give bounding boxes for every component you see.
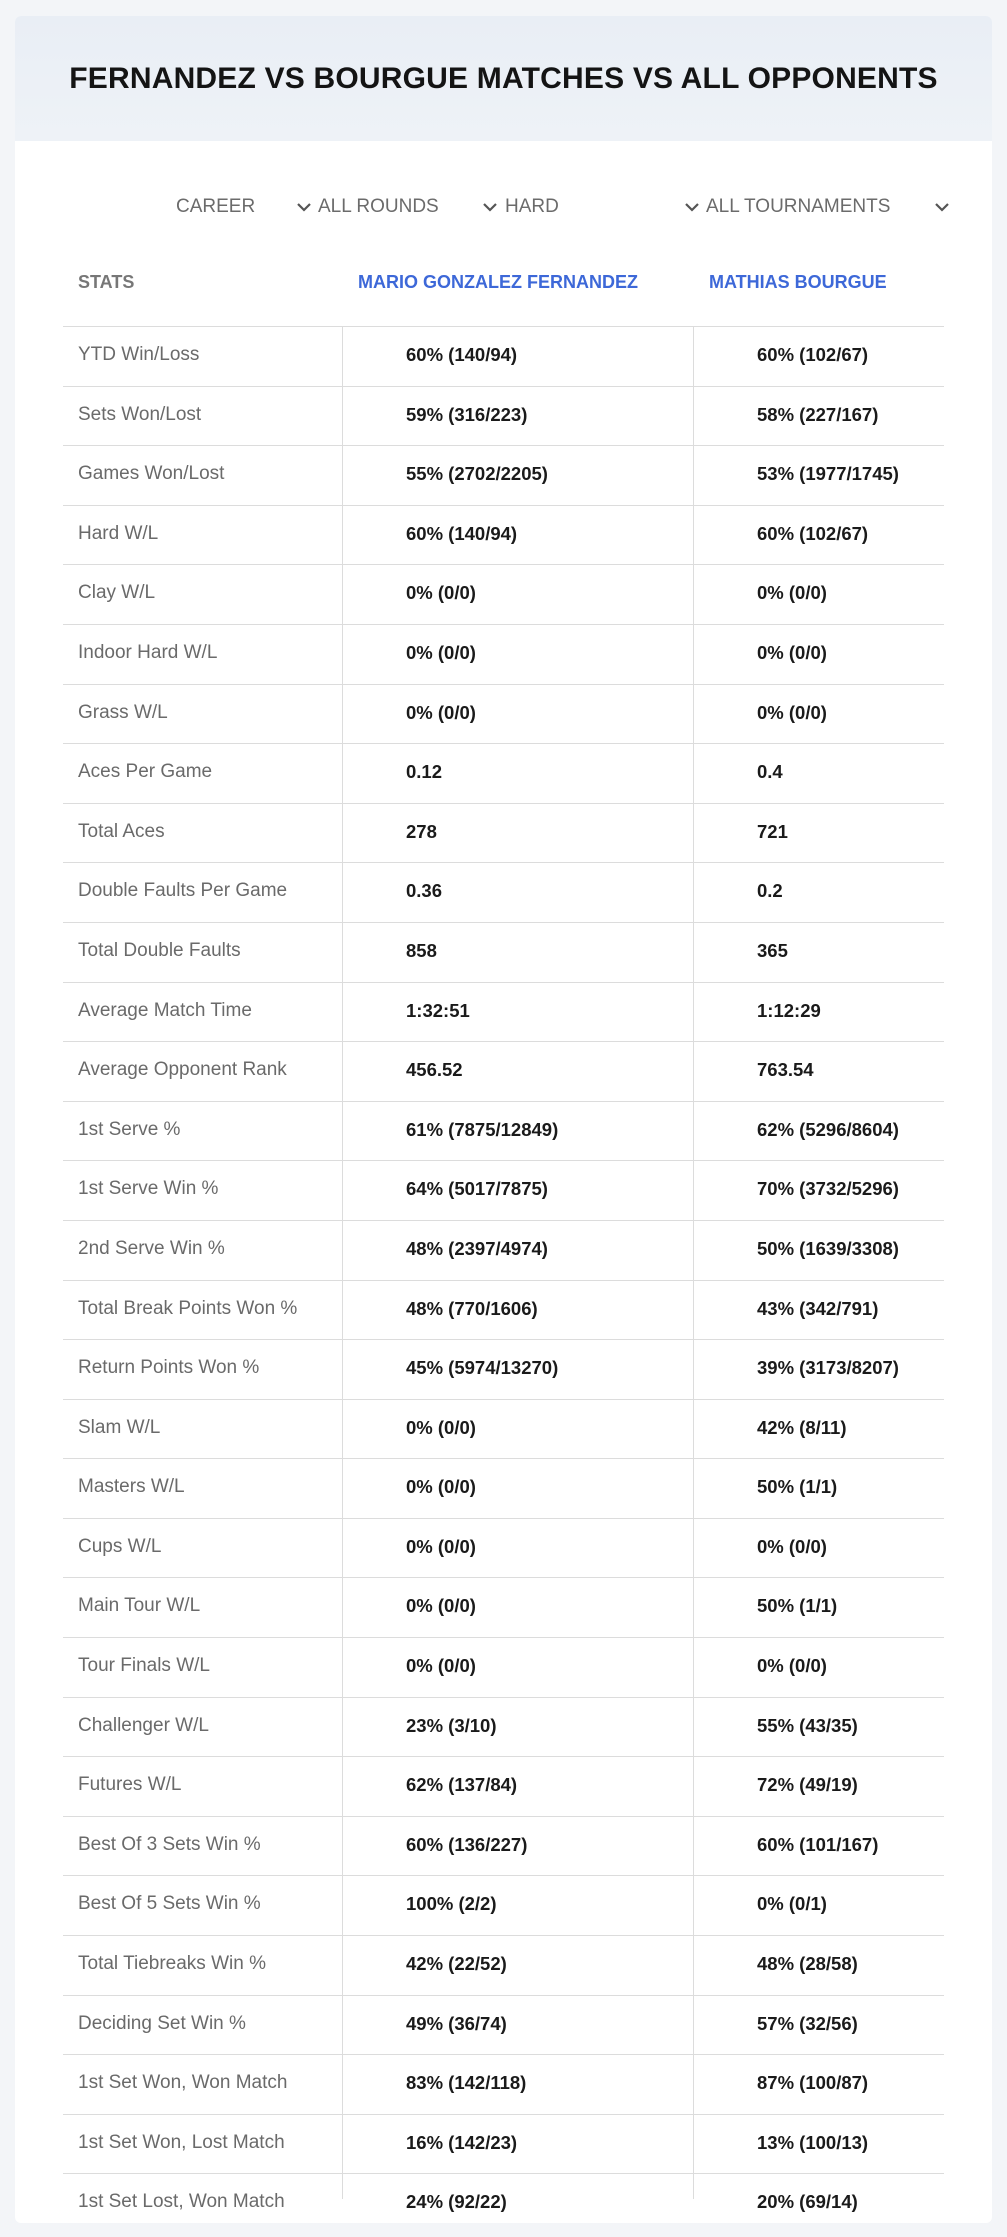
stat-label: Masters W/L <box>78 1476 185 1498</box>
player1-value: 16% (142/23) <box>406 2131 518 2153</box>
table-row <box>63 1698 944 1758</box>
player1-value: 0% (0/0) <box>406 1655 476 1677</box>
player2-column-header[interactable]: MATHIAS BOURGUE <box>709 272 887 292</box>
table-row <box>63 625 944 685</box>
stat-label: Futures W/L <box>78 1774 182 1796</box>
player2-value: 763.54 <box>757 1059 814 1081</box>
player2-value: 39% (3173/8207) <box>757 1357 899 1379</box>
player2-value: 1:12:29 <box>757 999 821 1021</box>
player2-value: 70% (3732/5296) <box>757 1178 899 1200</box>
player1-value: 456.52 <box>406 1059 463 1081</box>
player1-value: 0% (0/0) <box>406 701 476 723</box>
stat-label: 1st Serve Win % <box>78 1178 219 1200</box>
player1-value: 61% (7875/12849) <box>406 1118 559 1140</box>
stat-label: Total Aces <box>78 820 165 842</box>
tournament-dropdown-label: ALL TOURNAMENTS <box>706 196 891 217</box>
table-body <box>63 327 944 2223</box>
player1-value: 64% (5017/7875) <box>406 1178 548 1200</box>
stats-column-header: STATS <box>78 272 135 292</box>
period-dropdown-label: CAREER <box>176 196 256 217</box>
table-row <box>63 2055 944 2115</box>
player1-value: 0.36 <box>406 880 443 902</box>
table-row <box>63 1459 944 1519</box>
table-row <box>63 1638 944 1698</box>
table-row <box>63 983 944 1043</box>
table-row <box>63 1996 944 2056</box>
player1-value: 55% (2702/2205) <box>406 463 548 485</box>
player1-value: 278 <box>406 820 437 842</box>
page-title: FERNANDEZ VS BOURGUE MATCHES VS ALL OPPONENTS <box>69 61 938 95</box>
player2-value: 20% (69/14) <box>757 2191 858 2213</box>
player1-value: 59% (316/223) <box>406 403 528 425</box>
filter-bar <box>15 187 992 227</box>
table-row <box>63 1161 944 1221</box>
stat-label: Clay W/L <box>78 582 156 604</box>
player2-value: 53% (1977/1745) <box>757 463 899 485</box>
player2-value: 365 <box>757 939 788 961</box>
table-row <box>63 387 944 447</box>
player1-value: 48% (770/1606) <box>406 1297 538 1319</box>
stat-label: Aces Per Game <box>78 761 213 783</box>
player1-value: 42% (22/52) <box>406 1953 507 1975</box>
player2-value: 0% (0/0) <box>757 701 827 723</box>
stat-label: Average Opponent Rank <box>78 1059 287 1081</box>
round-dropdown-label: ALL ROUNDS <box>318 196 439 217</box>
player2-value: 48% (28/58) <box>757 1953 858 1975</box>
player2-value: 50% (1639/3308) <box>757 1237 899 1259</box>
player2-value: 0% (0/0) <box>757 582 827 604</box>
player2-value: 0% (0/0) <box>757 1535 827 1557</box>
table-row <box>63 1876 944 1936</box>
table-row <box>63 685 944 745</box>
card-header <box>15 16 992 141</box>
table-header-row <box>63 252 944 327</box>
player1-value: 23% (3/10) <box>406 1714 497 1736</box>
stat-label: Cups W/L <box>78 1535 162 1557</box>
player2-value: 72% (49/19) <box>757 1774 858 1796</box>
player2-value: 50% (1/1) <box>757 1595 838 1617</box>
stat-label: Deciding Set Win % <box>78 2012 246 2034</box>
player2-value: 87% (100/87) <box>757 2072 869 2094</box>
table-row <box>63 744 944 804</box>
chevron-down-icon <box>480 197 500 217</box>
stat-label: Main Tour W/L <box>78 1595 201 1617</box>
player2-value: 62% (5296/8604) <box>757 1118 899 1140</box>
round-dropdown[interactable] <box>318 187 500 227</box>
stat-label: Indoor Hard W/L <box>78 641 218 663</box>
surface-dropdown[interactable] <box>505 187 702 227</box>
player1-value: 100% (2/2) <box>406 1893 497 1915</box>
stat-label: Games Won/Lost <box>78 463 225 485</box>
player2-value: 13% (100/13) <box>757 2131 869 2153</box>
player1-value: 60% (140/94) <box>406 344 518 365</box>
player2-value: 0.4 <box>757 761 783 783</box>
player1-value: 0% (0/0) <box>406 582 476 604</box>
player1-value: 83% (142/118) <box>406 2072 527 2094</box>
stats-table <box>63 252 944 2223</box>
table-row <box>63 1578 944 1638</box>
player1-value: 0% (0/0) <box>406 1416 476 1438</box>
table-row <box>63 923 944 983</box>
table-row <box>63 1757 944 1817</box>
player1-value: 62% (137/84) <box>406 1774 518 1796</box>
stat-label: 1st Set Won, Won Match <box>78 2072 288 2094</box>
stat-label: Best Of 3 Sets Win % <box>78 1833 261 1855</box>
tournament-dropdown[interactable] <box>706 187 952 227</box>
table-row <box>63 506 944 566</box>
stat-label: YTD Win/Loss <box>78 344 200 365</box>
chevron-down-icon <box>682 197 702 217</box>
stat-label: Slam W/L <box>78 1416 161 1438</box>
player1-value: 0% (0/0) <box>406 1595 476 1617</box>
stat-label: 1st Set Lost, Won Match <box>78 2191 285 2213</box>
player2-value: 50% (1/1) <box>757 1476 838 1498</box>
table-row <box>63 2115 944 2175</box>
player1-value: 858 <box>406 939 437 961</box>
player2-value: 0.2 <box>757 880 783 902</box>
player2-value: 0% (0/0) <box>757 1655 827 1677</box>
table-row <box>63 565 944 625</box>
stat-label: Total Break Points Won % <box>78 1297 298 1319</box>
player2-value: 60% (101/167) <box>757 1833 879 1855</box>
stat-label: 2nd Serve Win % <box>78 1237 225 1259</box>
stat-label: Tour Finals W/L <box>78 1655 210 1677</box>
stat-label: Total Tiebreaks Win % <box>78 1953 266 1975</box>
player1-value: 45% (5974/13270) <box>406 1357 559 1379</box>
player1-value: 0% (0/0) <box>406 1535 476 1557</box>
player1-value: 49% (36/74) <box>406 2012 507 2034</box>
player2-value: 42% (8/11) <box>757 1416 847 1438</box>
stat-label: Best Of 5 Sets Win % <box>78 1893 261 1915</box>
stat-label: 1st Serve % <box>78 1118 181 1140</box>
player2-value: 60% (102/67) <box>757 344 869 365</box>
player2-value: 721 <box>757 820 788 842</box>
stat-label: Sets Won/Lost <box>78 403 202 425</box>
table-row <box>63 1817 944 1877</box>
table-row <box>63 1042 944 1102</box>
stat-label: Average Match Time <box>78 999 252 1021</box>
player2-value: 55% (43/35) <box>757 1714 858 1736</box>
table-row <box>63 863 944 923</box>
stat-label: Grass W/L <box>78 701 168 723</box>
stat-label: Return Points Won % <box>78 1357 260 1379</box>
surface-dropdown-label: HARD <box>505 196 559 217</box>
player2-value: 58% (227/167) <box>757 403 879 425</box>
stats-card <box>15 16 992 2223</box>
player1-value: 0.12 <box>406 761 443 783</box>
stat-label: Hard W/L <box>78 522 159 544</box>
chevron-down-icon <box>294 197 314 217</box>
stat-label: Double Faults Per Game <box>78 880 288 902</box>
player1-value: 0% (0/0) <box>406 641 476 663</box>
player1-value: 48% (2397/4974) <box>406 1237 548 1259</box>
player2-value: 0% (0/0) <box>757 641 827 663</box>
table-row <box>63 804 944 864</box>
table-row <box>63 327 944 387</box>
table-row <box>63 1519 944 1579</box>
player2-value: 57% (32/56) <box>757 2012 858 2034</box>
period-dropdown[interactable] <box>176 187 314 227</box>
player2-value: 60% (102/67) <box>757 522 869 544</box>
player1-value: 60% (136/227) <box>406 1833 528 1855</box>
table-row <box>63 446 944 506</box>
player2-value: 43% (342/791) <box>757 1297 879 1319</box>
player1-value: 60% (140/94) <box>406 522 518 544</box>
stat-label: 1st Set Won, Lost Match <box>78 2131 285 2153</box>
player1-value: 1:32:51 <box>406 999 470 1021</box>
player1-value: 0% (0/0) <box>406 1476 476 1498</box>
table-row <box>63 1936 944 1996</box>
table-row <box>63 1400 944 1460</box>
table-row <box>63 2174 944 2223</box>
player2-value: 0% (0/1) <box>757 1893 827 1915</box>
table-row <box>63 1221 944 1281</box>
stat-label: Total Double Faults <box>78 939 241 961</box>
player1-value: 24% (92/22) <box>406 2191 507 2213</box>
table-row <box>63 1102 944 1162</box>
chevron-down-icon <box>932 197 952 217</box>
player1-column-header[interactable]: MARIO GONZALEZ FERNANDEZ <box>358 272 638 292</box>
table-row <box>63 1340 944 1400</box>
table-row <box>63 1281 944 1341</box>
stat-label: Challenger W/L <box>78 1714 209 1736</box>
